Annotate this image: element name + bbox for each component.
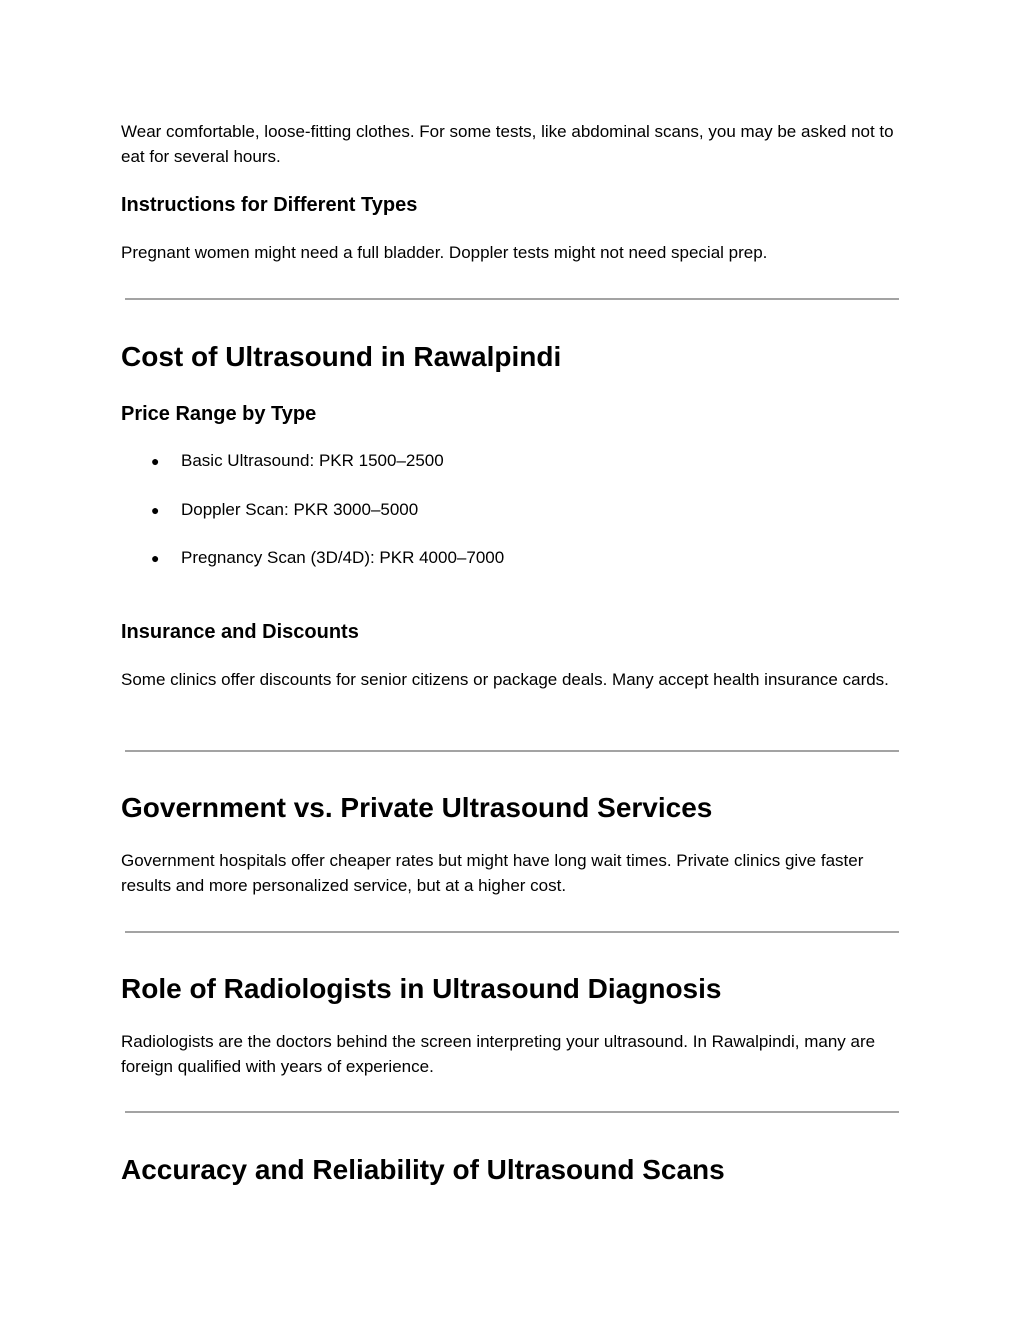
- list-item: [121, 498, 504, 522]
- instructions-heading: Instructions for Different Types: [121, 194, 418, 216]
- list-item-text: Doppler Scan: PKR 3000–5000: [181, 499, 419, 519]
- list-item: [121, 546, 504, 570]
- insurance-heading: Insurance and Discounts: [121, 621, 359, 643]
- price-range-heading: Price Range by Type: [121, 403, 317, 425]
- radiologists-heading: Role of Radiologists in Ultrasound Diagnosis: [121, 973, 722, 1004]
- cost-heading: Cost of Ultrasound in Rawalpindi: [121, 341, 562, 372]
- section-divider: [125, 298, 899, 300]
- accuracy-heading: Accuracy and Reliability of Ultrasound Scans: [121, 1154, 725, 1185]
- list-item-text: Pregnancy Scan (3D/4D): PKR 4000–7000: [181, 548, 505, 567]
- gov-vs-private-paragraph: Government hospitals offer cheaper rates but might have long wait times. Private clinics give faster results and more personalized service, but at a higher cost.: [121, 851, 864, 895]
- section-divider: [125, 931, 899, 933]
- radiologists-paragraph: Radiologists are the doctors behind the screen interpreting your ultrasound. In Rawalpindi, many are foreign qualified with years of experience.: [121, 1032, 876, 1076]
- bullet-icon: ●: [151, 501, 160, 518]
- bullet-icon: ●: [151, 550, 160, 566]
- list-item-text: Basic Ultrasound: PKR 1500–2500: [181, 451, 444, 470]
- section-divider: [125, 1111, 899, 1113]
- bullet-icon: ●: [151, 453, 160, 469]
- price-list: [121, 449, 504, 595]
- list-item: [121, 449, 504, 473]
- section-divider: [125, 750, 899, 752]
- instructions-paragraph: Pregnant women might need a full bladder. Doppler tests might not need special prep.: [121, 243, 768, 262]
- gov-vs-private-heading: Government vs. Private Ultrasound Services: [121, 792, 713, 823]
- intro-paragraph: Wear comfortable, loose-fitting clothes. For some tests, like abdominal scans, you may be asked not to eat for several hours.: [121, 122, 894, 166]
- insurance-paragraph: Some clinics offer discounts for senior citizens or package deals. Many accept health insurance cards.: [121, 670, 889, 689]
